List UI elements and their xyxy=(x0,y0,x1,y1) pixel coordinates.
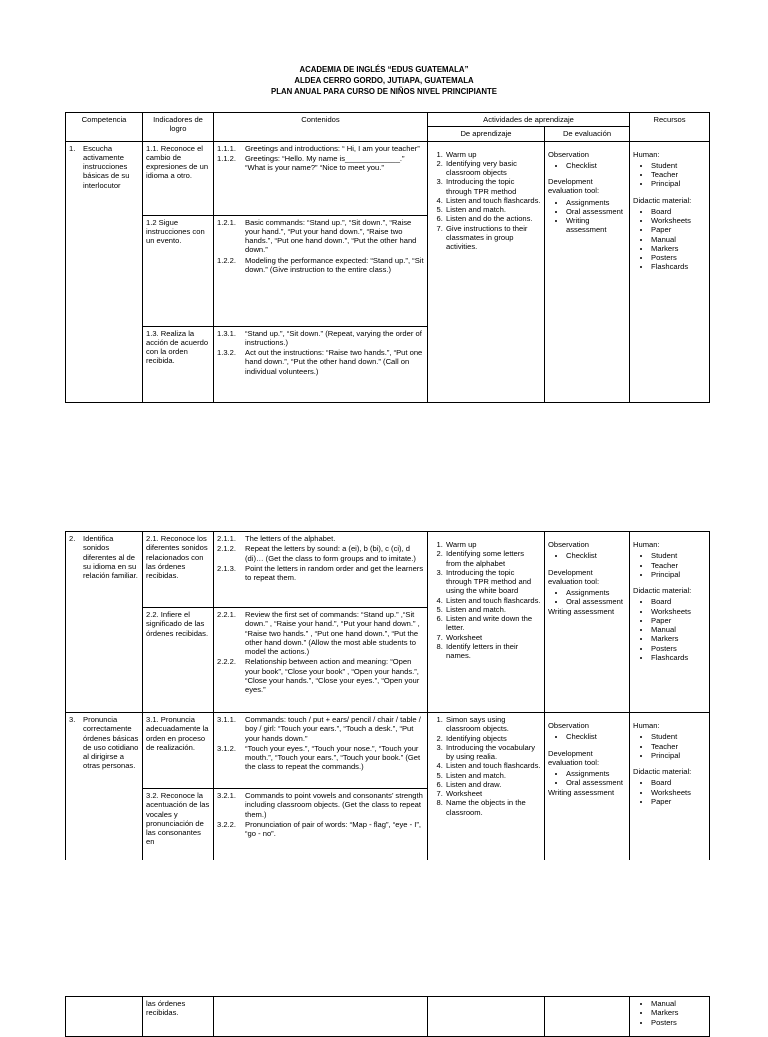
content-code: 3.2.1. xyxy=(217,791,236,800)
content-code: 1.1.2. xyxy=(217,153,236,163)
content-code: 2.1.3. xyxy=(217,563,236,573)
content-code: 1.3.2. xyxy=(217,348,236,357)
content-code: 1.2.2. xyxy=(217,255,236,265)
plan-table-1 xyxy=(65,112,710,403)
list-item: • Paper xyxy=(651,225,706,234)
list-item: 4. Listen and touch flashcards. xyxy=(445,196,541,205)
indicador-cell xyxy=(143,141,214,215)
eval-observation: Observation xyxy=(548,540,589,549)
resources-didactic: Didactic material: xyxy=(633,586,692,595)
indicador-cell xyxy=(143,532,214,608)
indicador-cell xyxy=(143,326,214,402)
indicador-cell xyxy=(143,713,214,789)
indicador-cell xyxy=(143,997,214,1037)
plan-table-3 xyxy=(65,996,710,1037)
content-code: 2.2.2. xyxy=(217,657,236,667)
eval-writing: Writing assessment xyxy=(548,606,615,616)
eval-development-tool: Development evaluation tool: xyxy=(548,748,600,767)
list-item: • Posters xyxy=(651,253,706,262)
recursos-cell xyxy=(630,997,710,1037)
list-item: • Assignments xyxy=(566,588,626,597)
list-item: • Flashcards xyxy=(651,653,706,662)
content-code: 2.1.1. xyxy=(217,534,236,543)
header-de-aprendizaje: De aprendizaje xyxy=(428,127,545,141)
header-recursos: Recursos xyxy=(630,113,710,142)
list-item: • Posters xyxy=(651,1018,706,1027)
list-item: • Paper xyxy=(651,616,706,625)
list-item: 5. Listen and match. xyxy=(445,771,541,780)
eval-development-tool: Development evaluation tool: xyxy=(548,567,600,586)
eval-observation: Observation xyxy=(548,721,589,730)
indicador-text: las órdenes recibidas. xyxy=(146,999,186,1018)
competencia-cell xyxy=(66,713,143,860)
recursos-cell xyxy=(630,532,710,713)
list-item: • Checklist xyxy=(566,551,626,560)
indicador-cell xyxy=(143,215,214,326)
content-text: The letters of the alphabet. xyxy=(245,534,336,543)
competencia-cell xyxy=(66,532,143,713)
list-item: 8. Name the objects in the classroom. xyxy=(445,798,541,817)
list-item: • Paper xyxy=(651,797,706,806)
list-item: • Flashcards xyxy=(651,262,706,271)
aprendizaje-cell xyxy=(428,141,545,402)
aprendizaje-cell xyxy=(428,997,545,1037)
list-item: 6. Listen and draw. xyxy=(445,780,541,789)
list-item: • Oral assessment xyxy=(566,597,626,606)
list-item: • Board xyxy=(651,207,706,216)
eval-writing: Writing assessment xyxy=(548,787,615,797)
content-text: Greetings and introductions: “ Hi, I am your teacher” xyxy=(245,143,420,153)
content-code: 1.3.1. xyxy=(217,328,236,338)
list-item: 2. Identifying objects xyxy=(445,734,541,743)
competencia-number: 1. xyxy=(69,143,76,153)
table-row xyxy=(66,997,710,1037)
content-text: Repeat the letters by sound: a (ei), b (bi), c (ci), d (di)… (Get the class to form groups and to imitate.) xyxy=(245,544,416,563)
aprendizaje-cell xyxy=(428,532,545,713)
contenidos-cell xyxy=(214,789,428,860)
content-text: “Touch your eyes.”, “Touch your nose.”, “Touch your mouth.”, “Touch your ears.”, “Touch your book.” (Get the class to repeat the commands.) xyxy=(245,743,421,772)
contenidos-cell xyxy=(214,326,428,402)
content-text: Review the first set of commands: “Stand up.” ,“Sit down.” , “Raise your hand.”, “Put your hand down.” , “Raise two hands.” , “Put one hand down.”, “Put the other hand down.” (Allow the most able students to model the actions.) xyxy=(245,610,420,656)
eval-observation: Observation xyxy=(548,149,589,159)
list-item: • Markers xyxy=(651,244,706,253)
list-item: 3. Introducing the vocabulary by using realia. xyxy=(445,743,541,762)
list-item: • Markers xyxy=(651,634,706,643)
table-row xyxy=(66,532,710,608)
list-item: 6. Listen and do the actions. xyxy=(445,214,541,223)
indicador-text: 2.2. Infiere el significado de las órdenes recibidas. xyxy=(146,610,209,638)
aprendizaje-cell xyxy=(428,713,545,860)
contenidos-cell xyxy=(214,532,428,608)
content-text: Commands to point vowels and consonants’ strength including classroom objects. (Get the class to repeat them.) xyxy=(245,791,423,819)
competencia-cell xyxy=(66,141,143,402)
list-item: 7. Worksheet xyxy=(445,633,541,642)
list-item: • Oral assessment xyxy=(566,778,626,787)
resources-didactic: Didactic material: xyxy=(633,767,692,776)
list-item: 1. Warm up xyxy=(445,150,541,159)
list-item: • Checklist xyxy=(566,732,626,741)
evaluacion-cell xyxy=(545,713,630,860)
resources-human: Human: xyxy=(633,540,660,549)
school-location: ALDEA CERRO GORDO, JUTIAPA, GUATEMALA xyxy=(294,75,474,85)
table-row xyxy=(66,713,710,789)
list-item: • Board xyxy=(651,597,706,606)
list-item: • Teacher xyxy=(651,170,706,179)
activities-list xyxy=(431,540,541,660)
content-code: 3.1.1. xyxy=(217,715,236,724)
header-contenidos: Contenidos xyxy=(214,113,428,142)
list-item: • Manual xyxy=(651,625,706,634)
indicador-text: 1.1. Reconoce el cambio de expresiones de un idioma a otro. xyxy=(146,143,209,181)
content-text: Greetings: “Hello. My name is_____________.” “What is your name?” “Nice to meet you.” xyxy=(245,153,405,172)
contenidos-cell xyxy=(214,215,428,326)
list-item: • Board xyxy=(651,778,706,787)
contenidos-cell xyxy=(214,608,428,713)
competencia-number: 3. xyxy=(69,715,76,724)
content-code: 1.1.1. xyxy=(217,143,236,153)
content-code: 1.2.1. xyxy=(217,217,236,227)
list-item: • Assignments xyxy=(566,769,626,778)
content-text: “Stand up.”, “Sit down.” (Repeat, varying the order of instructions.) xyxy=(245,328,422,347)
list-item: 3. Introducing the topic through TPR method and using the white board xyxy=(445,568,541,596)
list-item: • Student xyxy=(651,732,706,741)
list-item: 5. Listen and match. xyxy=(445,605,541,614)
list-item: 4. Listen and touch flashcards. xyxy=(445,596,541,605)
activities-list xyxy=(431,150,541,252)
plan-title: PLAN ANUAL PARA CURSO DE NIÑOS NIVEL PRINCIPIANTE xyxy=(271,86,497,96)
list-item: • Worksheets xyxy=(651,216,706,225)
list-item: • Manual xyxy=(651,235,706,244)
list-item: • Checklist xyxy=(566,161,626,170)
list-item: • Worksheets xyxy=(651,607,706,616)
document-header xyxy=(0,65,768,98)
header-actividades: Actividades de aprendizaje xyxy=(428,113,630,127)
list-item: 1. Simon says using classroom objects. xyxy=(445,715,541,734)
list-item: 4. Listen and touch flashcards. xyxy=(445,761,541,770)
activities-list xyxy=(431,715,541,817)
list-item: • Manual xyxy=(651,999,706,1008)
list-item: • Principal xyxy=(651,179,706,188)
contenidos-cell xyxy=(214,997,428,1037)
content-text: Basic commands: “Stand up.”, “Sit down.”, “Raise your hand.”, “Put your hand down.”, “Raise two hands.”, “Put one hand down.”, “Put the other hand down.” xyxy=(245,217,417,255)
list-item: • Worksheets xyxy=(651,788,706,797)
recursos-cell xyxy=(630,141,710,402)
content-text: Relationship between action and meaning: “Open your book”, “Close your book” , “Open your hands.”, “Close your hands.”, “Close your eyes.”, “Open your eyes.” xyxy=(245,657,420,694)
list-item: • Posters xyxy=(651,644,706,653)
recursos-cell xyxy=(630,713,710,860)
contenidos-cell xyxy=(214,713,428,789)
indicador-text: 1.3. Realiza la acción de acuerdo con la orden recibida. xyxy=(146,328,209,366)
list-item: 1. Warm up xyxy=(445,540,541,549)
resources-human: Human: xyxy=(633,721,660,730)
indicador-text: 3.1. Pronuncia adecuadamente la orden en proceso de realización. xyxy=(146,715,209,752)
list-item: 3. Introducing the topic through TPR method xyxy=(445,177,541,196)
header-indicadores: Indicadores de logro xyxy=(143,113,214,142)
list-item: 7. Give instructions to their classmates in group activities. xyxy=(445,224,541,252)
header-competencia: Competencia xyxy=(66,113,143,142)
resources-didactic: Didactic material: xyxy=(633,195,692,205)
content-code: 3.1.2. xyxy=(217,743,236,753)
indicador-text: 3.2. Reconoce la acentuación de las vocales y pronunciación de las consonantes en xyxy=(146,791,210,847)
evaluacion-cell xyxy=(545,532,630,713)
list-item: • Principal xyxy=(651,570,706,579)
header-de-evaluacion: De evaluación xyxy=(545,127,630,141)
list-item: 6. Listen and write down the letter. xyxy=(445,614,541,633)
content-code: 3.2.2. xyxy=(217,819,236,829)
list-item: • Oral assessment xyxy=(566,207,626,216)
list-item: • Student xyxy=(651,161,706,170)
competencia-cell xyxy=(66,997,143,1037)
list-item: 8. Identify letters in their names. xyxy=(445,642,541,661)
competencia-text: Pronuncia correctamente órdenes básicas de uso cotidiano al dirigirse a otras personas. xyxy=(83,715,139,771)
list-item: • Teacher xyxy=(651,742,706,751)
table-row xyxy=(66,141,710,215)
content-code: 2.1.2. xyxy=(217,544,236,554)
evaluacion-cell xyxy=(545,997,630,1037)
resources-human: Human: xyxy=(633,149,660,159)
content-text: Pronunciation of pair of words: “Map - flag”, “eye - I”, “go - no”. xyxy=(245,819,421,838)
list-item: • Markers xyxy=(651,1008,706,1017)
school-name: ACADEMIA DE INGLÉS “EDUS GUATEMALA” xyxy=(299,65,469,74)
plan-table-2 xyxy=(65,531,710,860)
indicador-cell xyxy=(143,789,214,860)
indicador-text: 2.1. Reconoce los diferentes sonidos relacionados con las órdenes recibidas. xyxy=(146,534,208,580)
content-text: Commands: touch / put + ears/ pencil / chair / table / boy / girl: “Touch your ears.”, “Touch a desk.”, “Put your hands down.” xyxy=(245,715,421,743)
list-item: • Writing assessment xyxy=(566,216,626,235)
indicador-cell xyxy=(143,608,214,713)
list-item: 7. Worksheet xyxy=(445,789,541,798)
competencia-text: Identifica sonidos diferentes al de su idioma en su relación familiar. xyxy=(83,534,138,580)
list-item: 5. Listen and match. xyxy=(445,205,541,214)
content-text: Act out the instructions: “Raise two hands.”, “Put one hand down.”, “Put the other hand down.” (Call on individual volunteers.) xyxy=(245,348,423,376)
content-text: Modeling the performance expected: “Stand up.”, “Sit down.” (Give instruction to the entire class.) xyxy=(245,255,424,274)
indicador-text: 1.2 Sigue instrucciones con un evento. xyxy=(146,217,205,245)
eval-development-tool: Development evaluation tool: xyxy=(548,177,600,196)
list-item: • Student xyxy=(651,551,706,560)
competencia-text: Escucha activamente instrucciones básicas de su interlocutor xyxy=(83,143,130,190)
list-item: 2. Identifying very basic classroom objects xyxy=(445,159,541,178)
table-header-row xyxy=(66,113,710,127)
content-text: Point the letters in random order and get the learners to repeat them. xyxy=(245,563,424,582)
list-item: 2. Identifying some letters from the alphabet xyxy=(445,549,541,568)
content-code: 2.2.1. xyxy=(217,610,236,619)
evaluacion-cell xyxy=(545,141,630,402)
list-item: • Principal xyxy=(651,751,706,760)
list-item: • Assignments xyxy=(566,198,626,207)
list-item: • Teacher xyxy=(651,561,706,570)
competencia-number: 2. xyxy=(69,534,76,543)
contenidos-cell xyxy=(214,141,428,215)
